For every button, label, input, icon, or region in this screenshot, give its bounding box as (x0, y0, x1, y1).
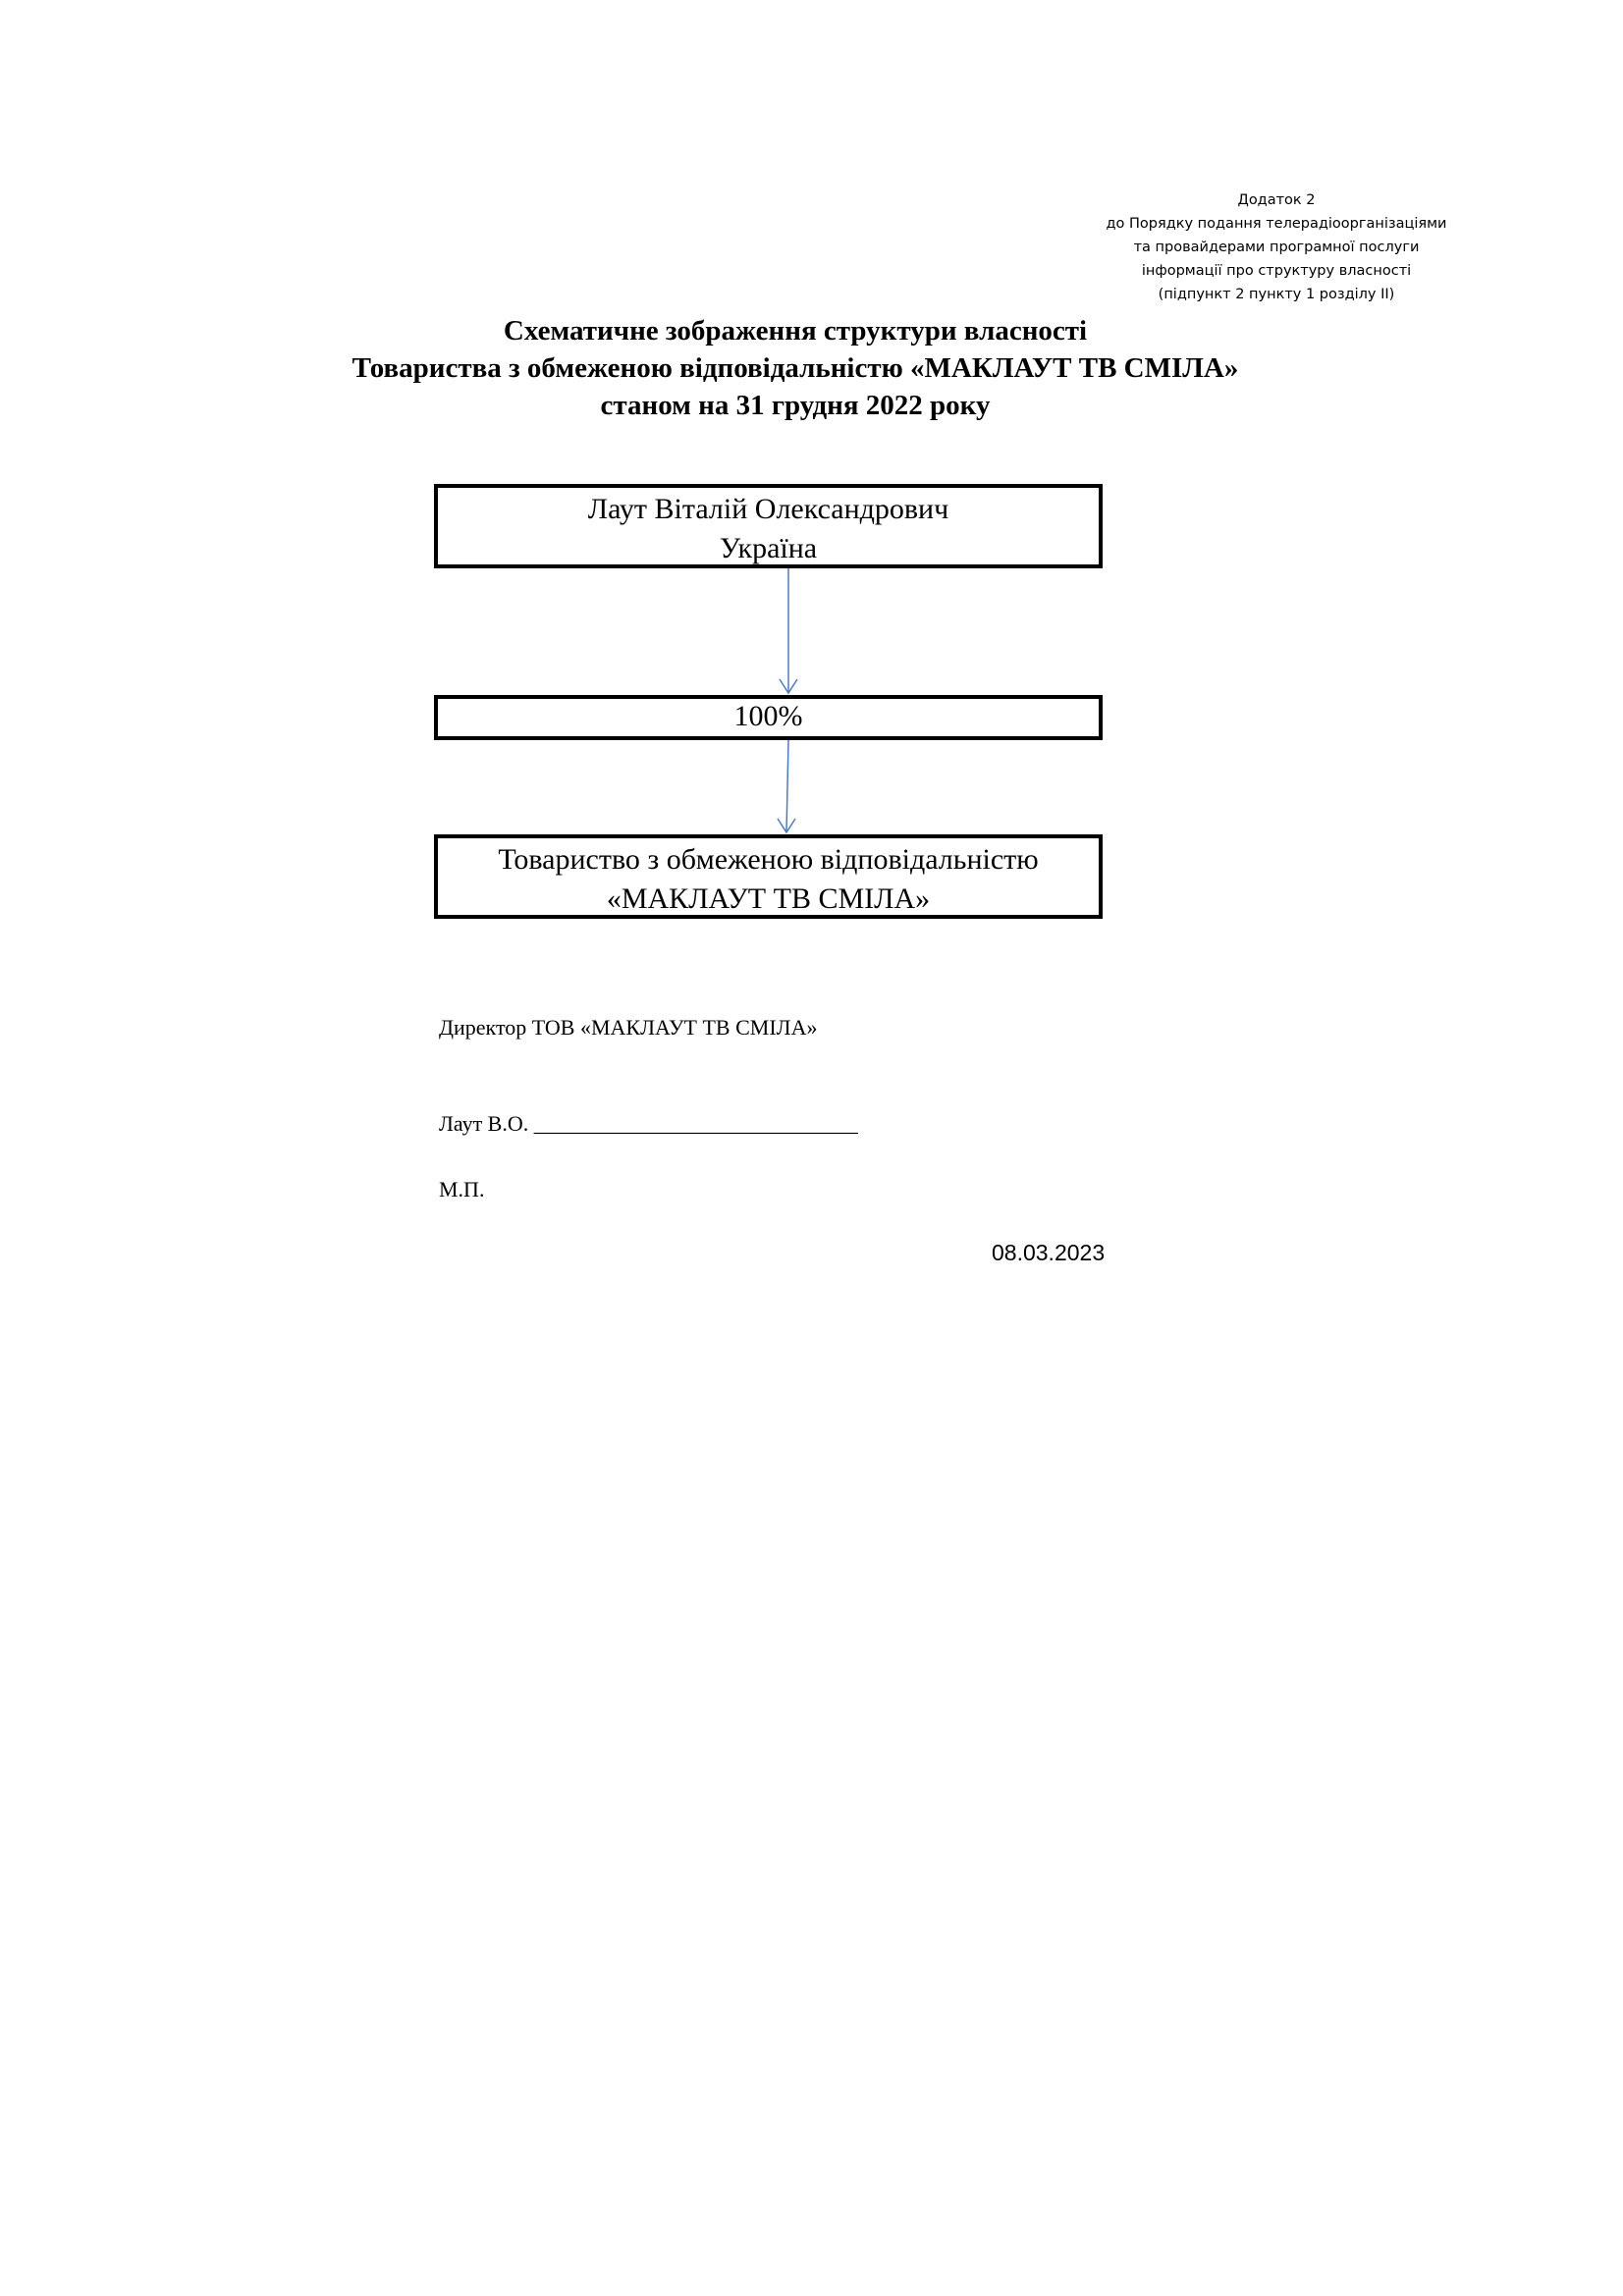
owner-name: Лаут Віталій Олександрович (587, 493, 949, 525)
document-title (0, 312, 1591, 424)
title-line: Схематичне зображення структури власності (503, 315, 1088, 347)
company-name-line: «МАКЛАУТ ТВ СМІЛА» (606, 882, 931, 915)
title-line: станом на 31 грудня 2022 року (600, 390, 991, 421)
owner-to-share-arrow (780, 568, 797, 693)
share-to-company-arrow (778, 740, 795, 832)
appendix-note-line: Додаток 2 (1237, 192, 1316, 208)
stamp-mark: М.П. (439, 1177, 485, 1201)
owner-box (434, 484, 1103, 568)
ownership-share-box (434, 695, 1103, 740)
appendix-note (1080, 188, 1473, 306)
owner-country: Україна (719, 532, 818, 564)
document-date: 08.03.2023 (992, 1240, 1106, 1265)
ownership-share: 100% (733, 700, 803, 732)
appendix-note-line: інформації про структуру власності (1141, 263, 1412, 279)
appendix-note-line: (підпункт 2 пункту 1 розділу ІІ) (1158, 287, 1395, 302)
company-box (434, 834, 1103, 919)
signature-line: Лаут В.О. ______________________________ (439, 1111, 858, 1136)
title-line: Товариства з обмеженою відповідальністю «МАКЛАУТ ТВ СМІЛА» (352, 352, 1239, 384)
appendix-note-line: до Порядку подання телерадіоорганізаціями (1106, 216, 1447, 232)
company-name-line: Товариство з обмеженою відповідальністю (498, 843, 1039, 876)
appendix-note-line: та провайдерами програмної послуги (1133, 240, 1420, 255)
director-position: Директор ТОВ «МАКЛАУТ ТВ СМІЛА» (439, 1015, 818, 1040)
